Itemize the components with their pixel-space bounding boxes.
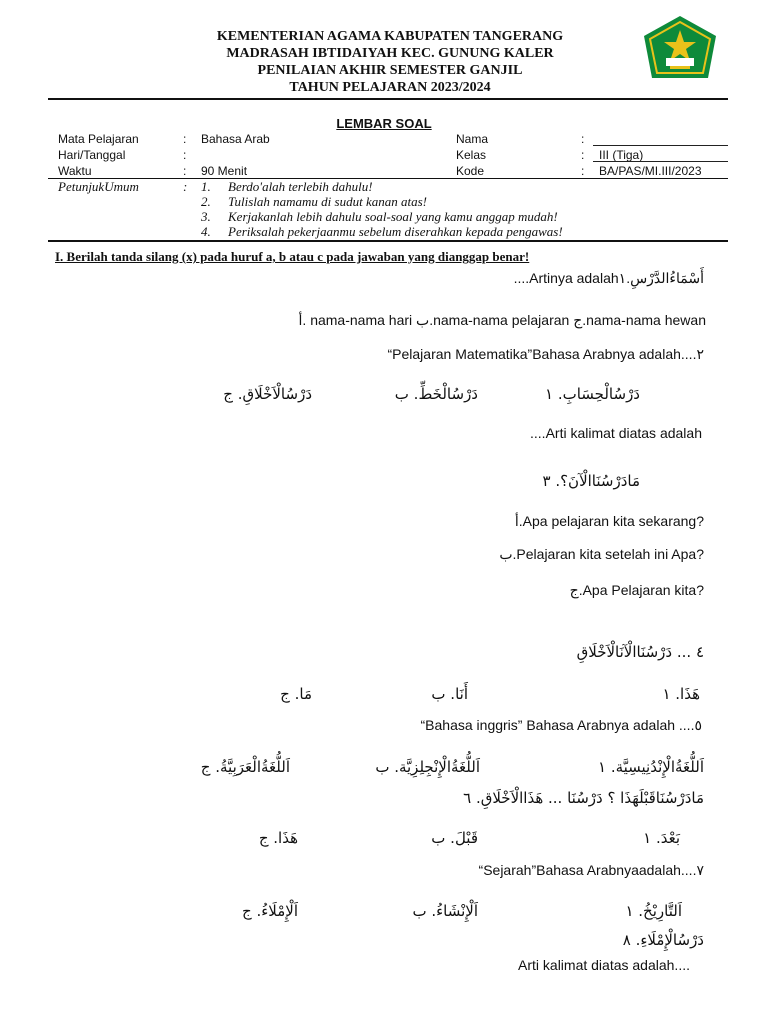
option-b: قَبْلَ. ب xyxy=(431,829,478,847)
name-fill-line xyxy=(593,145,728,146)
instructions-label: PetunjukUmum xyxy=(58,179,139,194)
option-c: دَرْسُالْاَخْلَاقِ. ج xyxy=(223,385,312,403)
header-divider xyxy=(48,98,728,100)
question-8-arabic: دَرْسُالْإِمْلَاءِ. ٨ xyxy=(622,931,704,949)
question-3-arabic: مَادَرْسُنَاالْآنَ؟. ٣ xyxy=(542,472,640,490)
meta-value-class: III (Tiga) xyxy=(599,148,644,162)
question-4: ٤ ... دَرْسُنَاالْآنَالْاَخْلَاقِ xyxy=(576,643,704,661)
instruction-text: Kerjakanlah lebih dahulu soal-soal yang kamu anggap mudah! xyxy=(228,209,558,224)
meta-divider xyxy=(48,178,728,179)
meta-label-class: Kelas xyxy=(456,148,487,162)
option-a: اَلتَّارِيْخُ. ١ xyxy=(625,902,682,920)
meta-label-subject: Mata Pelajaran xyxy=(58,132,139,146)
instructions-divider xyxy=(48,240,728,242)
question-5: “Bahasa inggris” Bahasa Arabnya adalah ....٥ xyxy=(420,717,702,733)
instructions-colon: : xyxy=(183,179,188,194)
class-fill-line xyxy=(593,161,728,162)
section-title: I. Berilah tanda silang (x) pada huruf a, b atau c pada jawaban yang dianggap benar! xyxy=(55,249,530,264)
header-line-3: PENILAIAN AKHIR SEMESTER GANJIL xyxy=(257,63,523,78)
meta-colon: : xyxy=(183,164,187,178)
option-c: اَلْإِمْلَاءُ. ج xyxy=(242,902,298,920)
question-8: Arti kalimat diatas adalah.... xyxy=(518,957,690,973)
question-3: ....Arti kalimat diatas adalah xyxy=(530,425,702,441)
option-a: هَذَا. ١ xyxy=(662,685,700,703)
meta-colon: : xyxy=(581,164,585,178)
meta-colon: : xyxy=(581,132,585,146)
instruction-num: 1. xyxy=(201,179,211,194)
option-c: اَللُّغَةُالْعَرَبِيَّةُ. ج xyxy=(200,758,290,776)
instruction-num: 4. xyxy=(201,224,211,239)
option-b: دَرْسُالْخَطِّ. ب xyxy=(394,385,478,403)
header-line-1: KEMENTERIAN AGAMA KABUPATEN TANGERANG xyxy=(216,29,564,44)
question-2: “Pelajaran Matematika”Bahasa Arabnya adalah....٢ xyxy=(387,346,704,362)
question-1: ....Artinya adalahأَسْمَاءُالدَّرْسِ.١ xyxy=(513,270,704,286)
instruction-num: 3. xyxy=(201,209,211,224)
question-1-options: أ. nama-nama hari ب.nama-nama pelajaran ج.nama-nama hewan xyxy=(298,312,706,328)
option-a: اَللُّغَةُالْإِنْدُنِيسِيَّة. ١ xyxy=(597,758,704,776)
kemenag-logo-icon xyxy=(640,14,720,90)
option-a: دَرْسُالْحِسَابِ. ١ xyxy=(545,385,640,403)
header-line-4: TAHUN PELAJARAN 2023/2024 xyxy=(289,80,491,95)
meta-label-name: Nama xyxy=(456,132,489,146)
meta-value-time: 90 Menit xyxy=(201,164,248,178)
meta-label-code: Kode xyxy=(456,164,485,178)
instruction-text: Periksalah pekerjaanmu sebelum diserahkan kepada pengawas! xyxy=(228,224,563,239)
question-6: مَادَرْسُنَاقَبْلَهَذَا ؟ دَرْسُنَا ... هَذَاالْاَخْلَاقِ. ٦ xyxy=(463,789,704,807)
header-line-2: MADRASAH IBTIDAIYAH KEC. GUNUNG KALER xyxy=(226,46,554,61)
sheet-title: LEMBAR SOAL xyxy=(336,116,432,131)
option-a: أ.Apa pelajaran kita sekarang? xyxy=(514,513,704,529)
instruction-text: Berdo'alah terlebih dahulu! xyxy=(228,179,373,194)
option-c: هَذَا. ج xyxy=(258,829,298,847)
meta-value-subject: Bahasa Arab xyxy=(201,132,270,146)
meta-colon: : xyxy=(183,148,187,162)
option-b: اَللُّغَةُالْإِنْجِلِزِيَّة. ب xyxy=(375,758,480,776)
meta-colon: : xyxy=(581,148,585,162)
instruction-num: 2. xyxy=(201,194,211,209)
option-b: ب.Pelajaran kita setelah ini Apa? xyxy=(499,546,704,562)
question-7: “Sejarah”Bahasa Arabnyaadalah....٧ xyxy=(478,862,704,878)
option-b: أَنَا. ب xyxy=(431,685,468,703)
instruction-text: Tulislah namamu di sudut kanan atas! xyxy=(228,194,427,209)
option-c: مَا. ج xyxy=(280,685,312,703)
meta-value-code: BA/PAS/MI.III/2023 xyxy=(599,164,702,178)
option-b: اَلْإِنْشَاءُ. ب xyxy=(412,902,478,920)
meta-colon: : xyxy=(183,132,187,146)
meta-label-date: Hari/Tanggal xyxy=(58,148,126,162)
meta-label-time: Waktu xyxy=(58,164,92,178)
option-a: بَعْدَ. ١ xyxy=(643,829,680,847)
option-c: ج.Apa Pelajaran kita? xyxy=(569,582,704,598)
